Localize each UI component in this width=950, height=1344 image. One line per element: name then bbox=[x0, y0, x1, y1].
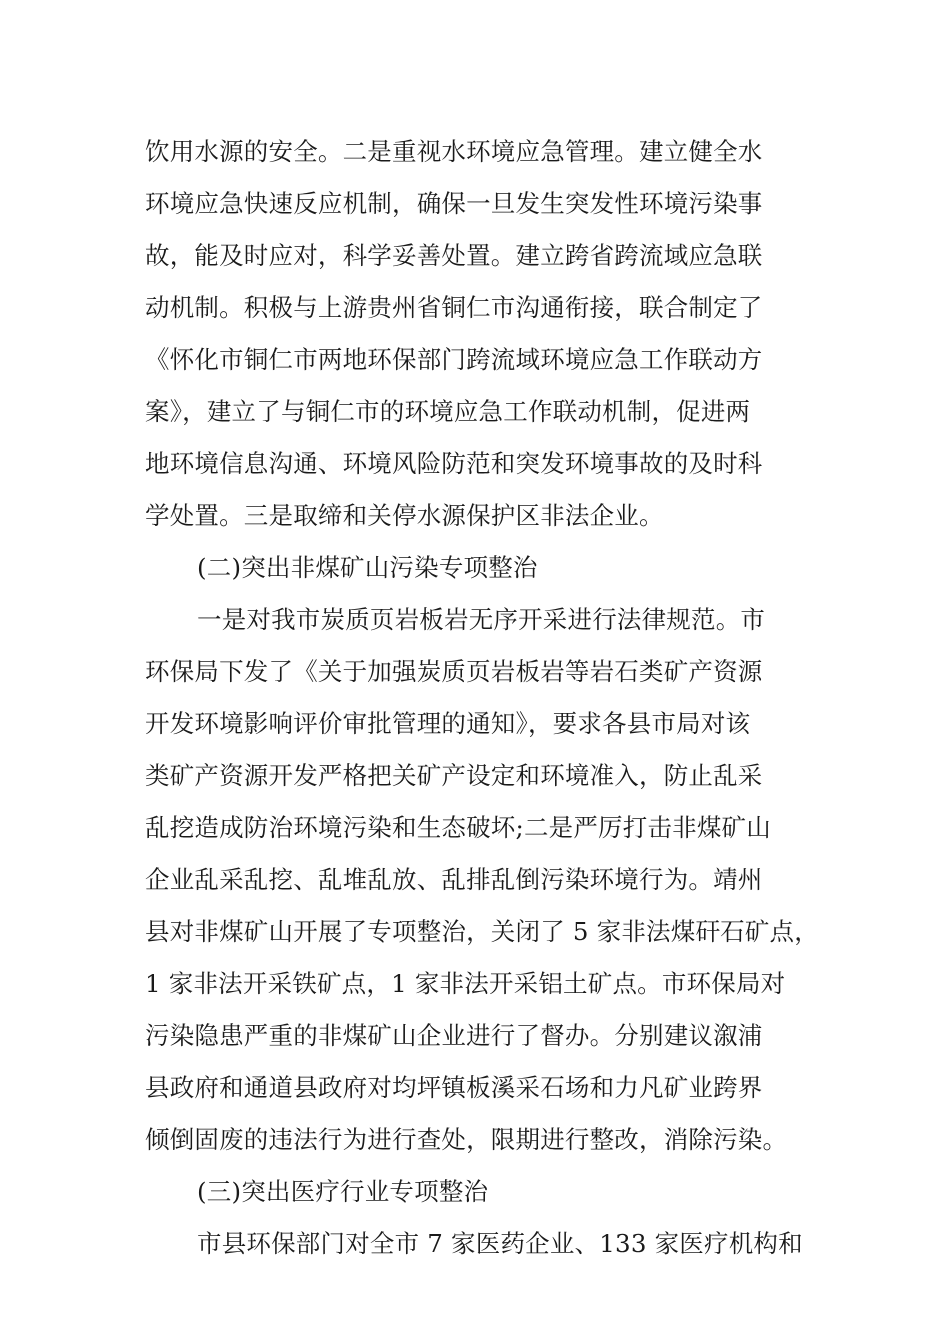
text-line: 开发环境影响评价审批管理的通知》，要求各县市局对该 bbox=[145, 709, 751, 738]
text-line: 案》，建立了与铜仁市的环境应急工作联动机制，促进两 bbox=[145, 397, 751, 426]
text-line: 学处置。三是取缔和关停水源保护区非法企业。 bbox=[145, 501, 664, 530]
text-line: 故，能及时应对，科学妥善处置。建立跨省跨流域应急联 bbox=[145, 241, 763, 270]
text-line: 环境应急快速反应机制，确保一旦发生突发性环境污染事 bbox=[145, 189, 763, 218]
text-line: 倾倒固废的违法行为进行查处，限期进行整改，消除污染。 bbox=[145, 1125, 788, 1154]
section-heading: (二)突出非煤矿山污染专项整治 bbox=[197, 553, 538, 582]
text-line: 乱挖造成防治环境污染和生态破坏;二是严厉打击非煤矿山 bbox=[145, 813, 771, 842]
section-heading: (三)突出医疗行业专项整治 bbox=[197, 1177, 489, 1206]
text-line: 饮用水源的安全。二是重视水环境应急管理。建立健全水 bbox=[145, 137, 763, 166]
paragraph-first-line: 一是对我市炭质页岩板岩无序开采进行法律规范。市 bbox=[197, 605, 766, 634]
text-line: 动机制。积极与上游贵州省铜仁市沟通衔接，联合制定了 bbox=[145, 293, 763, 322]
text-line: 环保局下发了《关于加强炭质页岩板岩等岩石类矿产资源 bbox=[145, 657, 763, 686]
text-line: 企业乱采乱挖、乱堆乱放、乱排乱倒污染环境行为。靖州 bbox=[145, 865, 763, 894]
text-line: 《怀化市铜仁市两地环保部门跨流域环境应急工作联动方 bbox=[145, 345, 763, 374]
text-line: 县对非煤矿山开展了专项整治，关闭了 5 家非法煤矸石矿点， bbox=[145, 917, 819, 946]
document-body bbox=[145, 126, 819, 1270]
text-line: 县政府和通道县政府对均坪镇板溪采石场和力凡矿业跨界 bbox=[145, 1073, 763, 1102]
paragraph-first-line: 市县环保部门对全市 7 家医药企业、133 家医疗机构和 bbox=[197, 1229, 803, 1258]
text-line: 污染隐患严重的非煤矿山企业进行了督办。分别建议溆浦 bbox=[145, 1021, 763, 1050]
text-line: 类矿产资源开发严格把关矿产设定和环境准入，防止乱采 bbox=[145, 761, 763, 790]
text-line: 地环境信息沟通、环境风险防范和突发环境事故的及时科 bbox=[145, 449, 763, 478]
text-line: 1 家非法开采铁矿点，1 家非法开采铝土矿点。市环保局对 bbox=[145, 969, 786, 998]
